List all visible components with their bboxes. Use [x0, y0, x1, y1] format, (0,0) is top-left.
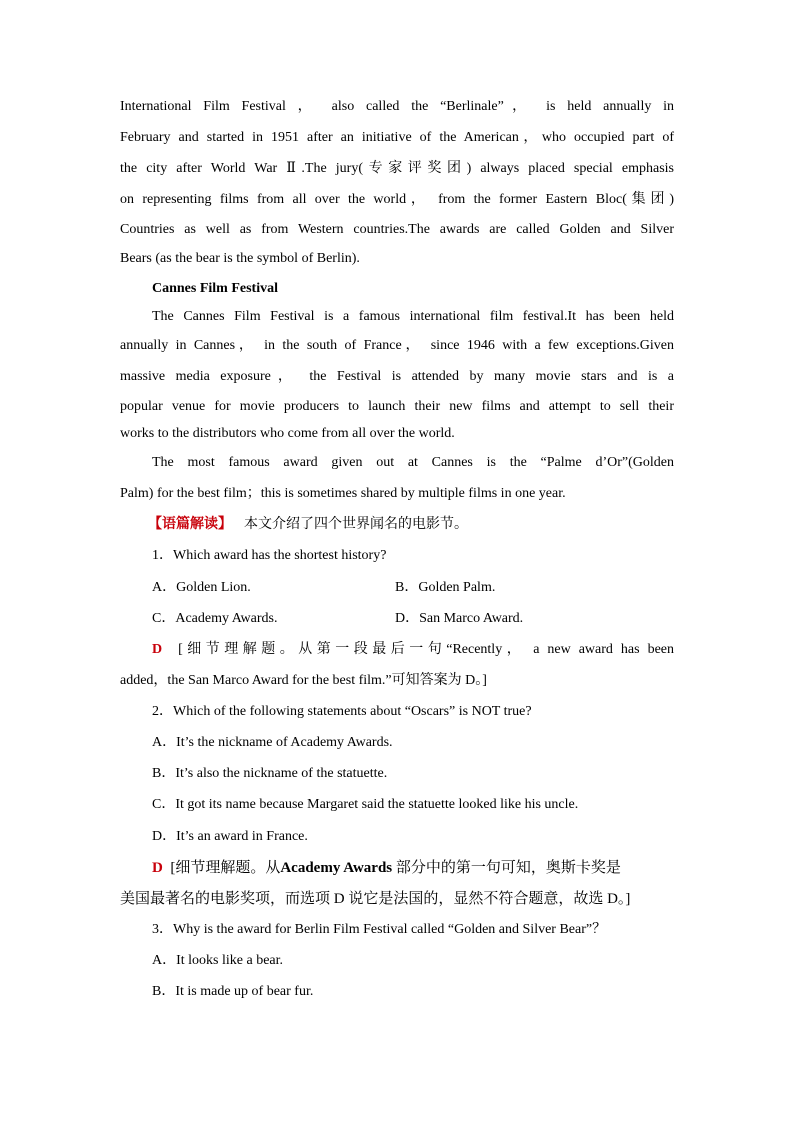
- cannes-p1-line-4: popular venue for movie producers to launch their new films and attempt to sell their: [120, 399, 674, 414]
- q2-option-d: D．It’s an award in France.: [152, 829, 308, 844]
- cannes-p1-line-2: annually in Cannes， in the south of France， since 1946 with a few exceptions.Given: [120, 338, 674, 353]
- q2-stem: 2．Which of the following statements about “Oscars” is NOT true?: [152, 704, 532, 719]
- q2-explanation-bold: Academy Awards: [280, 860, 393, 876]
- q2-option-b: B．It’s also the nickname of the statuette.: [152, 766, 388, 781]
- q1-explanation-text: [细节理解题。从第一段最后一句“Recently， a new award has been: [178, 642, 675, 657]
- berlin-line-4: on representing films from all over the world， from the former Eastern Bloc(集团): [120, 192, 674, 207]
- summary-text: 本文介绍了四个世界闻名的电影节。: [244, 516, 468, 532]
- summary-tag: 【语篇解读】: [148, 516, 232, 532]
- berlin-line-1: International Film Festival ， also called the “Berlinale”， is held annually in: [120, 99, 674, 114]
- q3-stem: 3．Why is the award for Berlin Film Festival called “Golden and Silver Bear”？: [152, 922, 607, 937]
- cannes-p1-line-3: massive media exposure， the Festival is attended by many movie stars and is a: [120, 369, 674, 384]
- cannes-heading: Cannes Film Festival: [152, 281, 278, 296]
- q3-option-a: A．It looks like a bear.: [152, 953, 284, 968]
- q2-option-a: A．It’s the nickname of Academy Awards.: [152, 735, 393, 750]
- q1-answer: D: [152, 642, 163, 657]
- q1-explanation-line-2: added，the San Marco Award for the best film.”可知答案为 D。]: [120, 673, 487, 688]
- berlin-line-2: February and started in 1951 after an initiative of the American，who occupied part of: [120, 130, 674, 145]
- q3-option-b: B．It is made up of bear fur.: [152, 984, 314, 999]
- q2-explanation-line-2: 美国最著名的电影奖项，而选项 D 说它是法国的，显然不符合题意，故选 D。]: [120, 891, 631, 907]
- berlin-line-5: Countries as well as from Western countries.The awards are called Golden and Silver: [120, 222, 674, 237]
- berlin-line-6: Bears (as the bear is the symbol of Berlin).: [120, 251, 360, 266]
- q2-option-c: C．It got its name because Margaret said the statuette looked like his uncle.: [152, 797, 579, 812]
- berlin-line-3: the city after World War Ⅱ.The jury(专家评奖团) always placed special emphasis: [120, 161, 674, 176]
- q1-option-a: A．Golden Lion.: [152, 580, 251, 595]
- q1-stem: 1．Which award has the shortest history?: [152, 548, 387, 563]
- cannes-p1-line-1: The Cannes Film Festival is a famous international film festival.It has been held: [152, 309, 674, 324]
- q1-option-c: C．Academy Awards.: [152, 611, 278, 626]
- q2-explanation-line-1: [152, 858, 674, 878]
- q2-explanation-post: 部分中的第一句可知，奥斯卡奖是: [395, 860, 621, 876]
- cannes-p1-line-5: works to the distributors who come from all over the world.: [120, 426, 455, 441]
- q1-explanation-line-1: [152, 640, 674, 660]
- passage-summary: [148, 514, 674, 534]
- q1-option-d: D．San Marco Award.: [395, 611, 524, 626]
- cannes-p2-line-1: The most famous award given out at Cannes is the “Palme d’Or”(Golden: [152, 455, 674, 470]
- cannes-p2-line-2: Palm) for the best film；this is sometimes shared by multiple films in one year.: [120, 486, 566, 501]
- q2-explanation-pre: [细节理解题。从: [170, 860, 281, 876]
- q2-answer: D: [152, 860, 163, 876]
- q1-option-b: B．Golden Palm.: [395, 580, 496, 595]
